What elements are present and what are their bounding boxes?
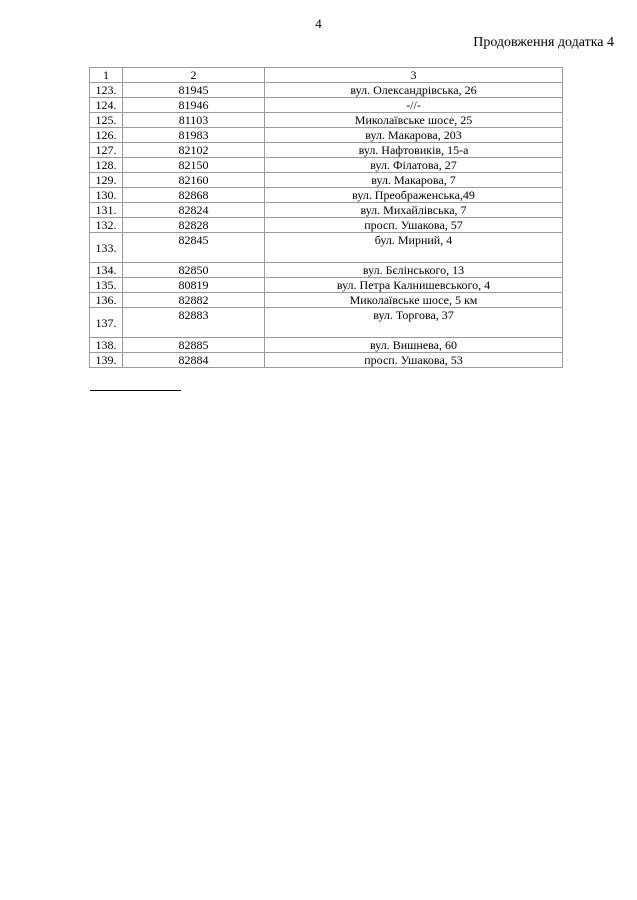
table-row	[90, 338, 563, 353]
table-row	[90, 218, 563, 233]
code-cell: 80819	[123, 278, 265, 293]
address-cell: вул. Макарова, 7	[265, 173, 563, 188]
table-row	[90, 278, 563, 293]
address-cell: -//-	[265, 98, 563, 113]
table-row	[90, 293, 563, 308]
row-number-cell: 125.	[90, 113, 123, 128]
table-header-row	[90, 68, 563, 83]
row-number-cell: 130.	[90, 188, 123, 203]
table-row	[90, 263, 563, 278]
code-cell: 82883	[123, 308, 265, 338]
table-row	[90, 308, 563, 338]
column-header: 3	[265, 68, 563, 83]
address-cell: вул. Преображенська,49	[265, 188, 563, 203]
row-number-cell: 126.	[90, 128, 123, 143]
code-cell: 82884	[123, 353, 265, 368]
table-body	[90, 83, 563, 368]
code-cell: 81103	[123, 113, 265, 128]
address-cell: вул. Вишнева, 60	[265, 338, 563, 353]
address-cell: вул. Бєлінського, 13	[265, 263, 563, 278]
address-cell: Миколаївське шосе, 5 км	[265, 293, 563, 308]
column-header: 2	[123, 68, 265, 83]
table-row	[90, 143, 563, 158]
row-number-cell: 131.	[90, 203, 123, 218]
footnote-divider	[90, 390, 181, 391]
table-row	[90, 233, 563, 263]
table-row	[90, 83, 563, 98]
row-number-cell: 133.	[90, 233, 123, 263]
row-number-cell: 123.	[90, 83, 123, 98]
row-number-cell: 129.	[90, 173, 123, 188]
table-row	[90, 113, 563, 128]
code-cell: 82885	[123, 338, 265, 353]
row-number-cell: 128.	[90, 158, 123, 173]
row-number-cell: 137.	[90, 308, 123, 338]
row-number-cell: 124.	[90, 98, 123, 113]
page-number: 4	[315, 16, 322, 31]
address-table	[89, 67, 563, 368]
column-header: 1	[90, 68, 123, 83]
table-row	[90, 203, 563, 218]
address-cell: Миколаївське шосе, 25	[265, 113, 563, 128]
code-cell: 82160	[123, 173, 265, 188]
row-number-cell: 132.	[90, 218, 123, 233]
table-row	[90, 353, 563, 368]
code-cell: 81946	[123, 98, 265, 113]
table-row	[90, 128, 563, 143]
address-cell: вул. Торгова, 37	[265, 308, 563, 338]
page-subtitle: Продовження додатка 4	[473, 35, 614, 50]
address-cell: вул. Макарова, 203	[265, 128, 563, 143]
table-row	[90, 158, 563, 173]
row-number-cell: 134.	[90, 263, 123, 278]
address-cell: вул. Нафтовиків, 15-а	[265, 143, 563, 158]
table-row	[90, 188, 563, 203]
row-number-cell: 136.	[90, 293, 123, 308]
row-number-cell: 138.	[90, 338, 123, 353]
code-cell: 82882	[123, 293, 265, 308]
code-cell: 82150	[123, 158, 265, 173]
code-cell: 81945	[123, 83, 265, 98]
code-cell: 82102	[123, 143, 265, 158]
address-cell: просп. Ушакова, 57	[265, 218, 563, 233]
address-cell: бул. Мирний, 4	[265, 233, 563, 263]
table-row	[90, 98, 563, 113]
row-number-cell: 135.	[90, 278, 123, 293]
code-cell: 81983	[123, 128, 265, 143]
code-cell: 82824	[123, 203, 265, 218]
code-cell: 82828	[123, 218, 265, 233]
address-cell: вул. Філатова, 27	[265, 158, 563, 173]
code-cell: 82868	[123, 188, 265, 203]
code-cell: 82850	[123, 263, 265, 278]
address-cell: вул. Олександрівська, 26	[265, 83, 563, 98]
code-cell: 82845	[123, 233, 265, 263]
address-cell: просп. Ушакова, 53	[265, 353, 563, 368]
address-cell: вул. Петра Калнишевського, 4	[265, 278, 563, 293]
table-row	[90, 173, 563, 188]
row-number-cell: 127.	[90, 143, 123, 158]
row-number-cell: 139.	[90, 353, 123, 368]
address-cell: вул. Михайлівська, 7	[265, 203, 563, 218]
